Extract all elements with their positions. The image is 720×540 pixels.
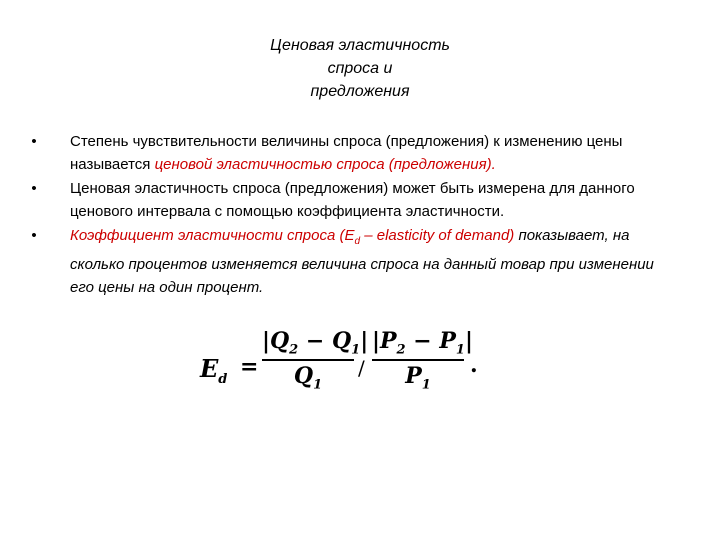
formula-lhs: $E_d$: [200, 354, 228, 387]
slide-title: [210, 34, 510, 103]
bullet-list: [28, 130, 678, 300]
elasticity-formula: [200, 328, 500, 408]
fraction-bar: [372, 359, 464, 361]
bullet-3-highlight-2: – elasticity of demand): [360, 227, 515, 244]
bullet-3-subscript: d: [354, 236, 361, 247]
fraction-price: [372, 328, 473, 393]
bullet-1-end: .: [491, 156, 496, 173]
bullet-dot-icon: •: [31, 133, 37, 150]
title-line-2: спроса и: [327, 60, 393, 77]
fraction-quantity: [262, 328, 369, 393]
formula-period: .: [470, 352, 478, 378]
bullet-dot-icon: •: [31, 180, 37, 197]
fraction-price-numerator: $|P_2 - P_1|$: [372, 328, 473, 358]
bullet-1-text: Степень чувствительности величины спроса (предложения) к изменению цены называется: [70, 133, 623, 173]
bullet-1-highlight: ценовой эластичностью спроса (предложения): [154, 156, 492, 173]
formula-equals: =: [240, 354, 259, 380]
fraction-price-denominator: $P_1$: [405, 363, 431, 393]
fraction-quantity-denominator: $Q_1$: [293, 363, 323, 393]
bullet-item-2: [28, 177, 678, 223]
bullet-3-text: показывает, на сколько процентов изменяется величина спроса на данный товар при изменении его цены на один процент.: [70, 227, 654, 296]
title-line-1: Ценовая эластичность: [270, 37, 450, 54]
bullet-2-text: Ценовая эластичность спроса (предложения) может быть измерена для данного ценового интервала с помощью коэффициента эластичности.: [70, 180, 635, 220]
bullet-item-1: [28, 130, 678, 176]
title-line-3: предложения: [310, 83, 410, 100]
fraction-quantity-numerator: $|Q_2 - Q_1|$: [262, 328, 369, 358]
fraction-bar: [262, 359, 354, 361]
bullet-3-highlight: Коэффициент эластичности спроса (E: [70, 227, 355, 244]
bullet-dot-icon: •: [31, 227, 37, 244]
formula-divide: /: [358, 356, 365, 380]
bullet-item-3: [28, 224, 678, 299]
